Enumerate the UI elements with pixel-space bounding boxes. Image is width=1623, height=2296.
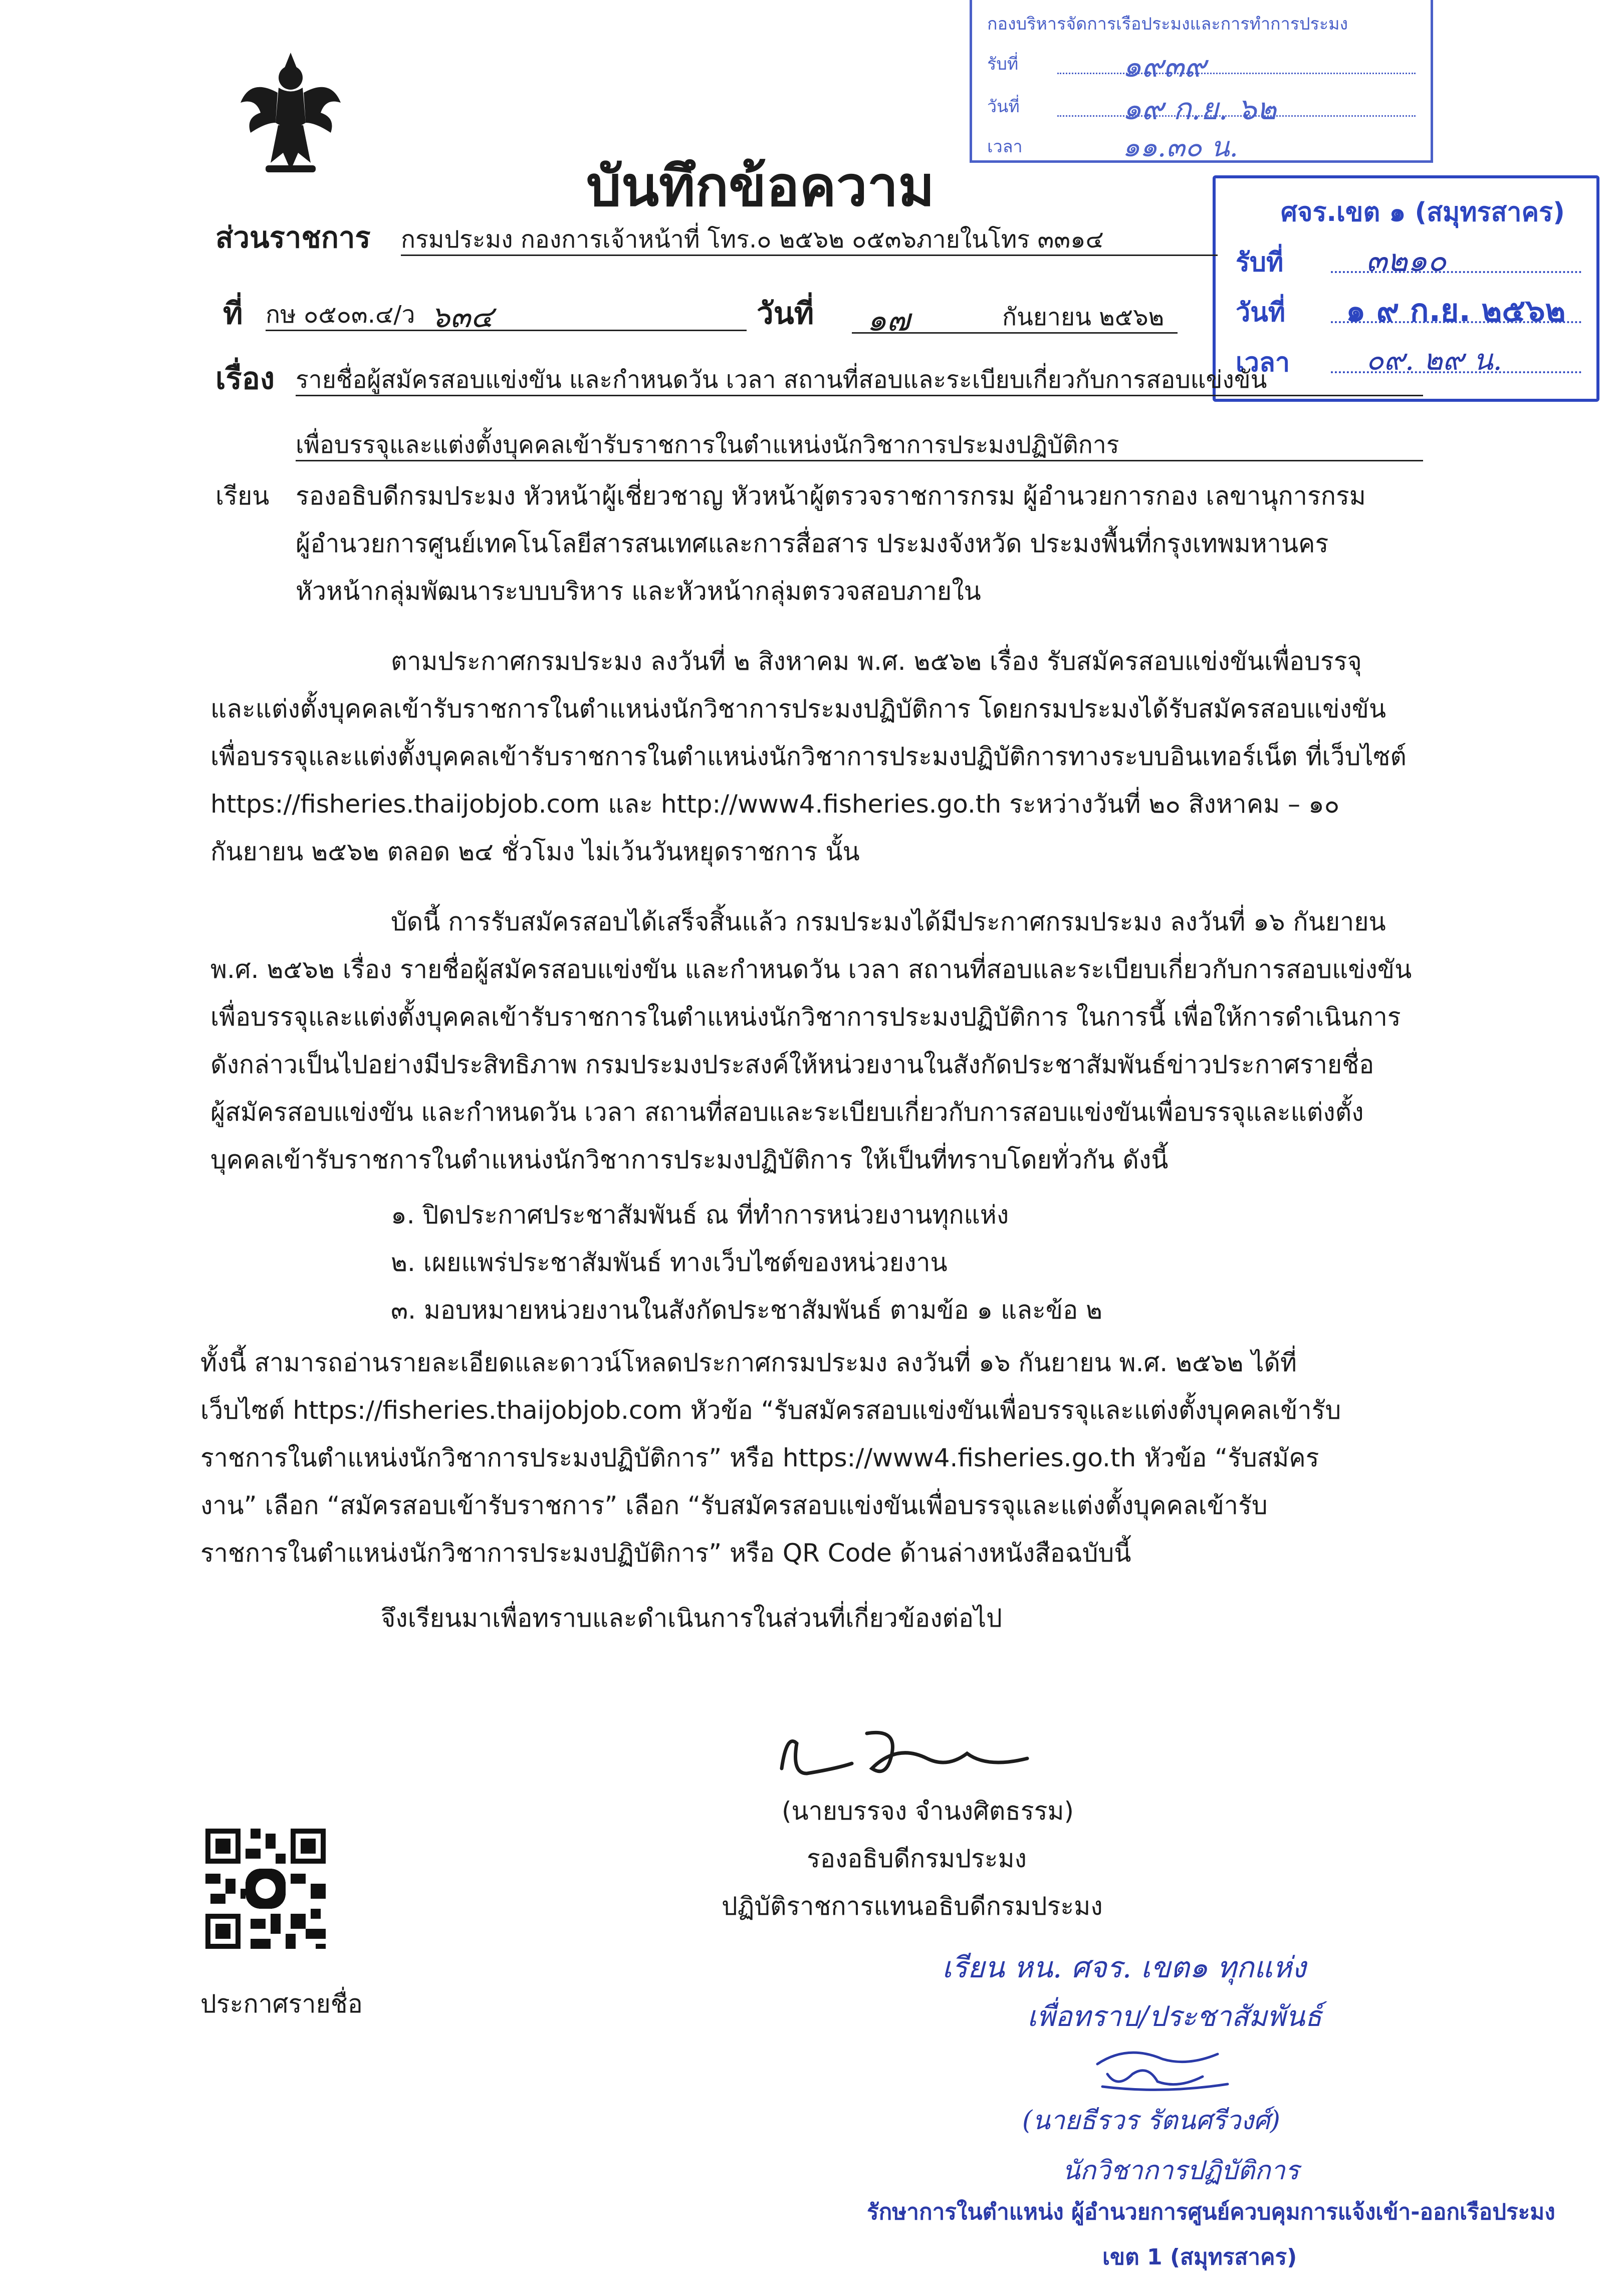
acting-title-line: เขต 1 (สมุทรสาคร)	[1102, 2244, 1297, 2270]
stamp-handwritten-value: ๑๑.๓๐ น.	[1122, 131, 1239, 163]
body-para2-line: ผู้สมัครสอบแข่งขัน และกำหนดวัน เวลา สถานที่สอบและระเบียบเกี่ยวกับการสอบแข่งขันเพื่อบรรจุและแต่งตั้ง	[210, 1098, 1364, 1127]
ref-value: กษ ๐๕๐๓.๔/ว	[266, 301, 747, 331]
annotation-signature	[1087, 2039, 1238, 2094]
stamp-header: กองบริหารจัดการเรือประมงและการทำการประมง	[987, 14, 1348, 34]
annotation-line: เพื่อทราบ/ประชาสัมพันธ์	[1027, 2000, 1322, 2033]
date-label: วันที่	[757, 296, 814, 331]
acting-title-line: รักษาการในตำแหน่ง ผู้อำนวยการศูนย์ควบคุมการแจ้งเข้า-ออกเรือประมง	[867, 2199, 1555, 2225]
stamp-header: ศจร.เขต ๑ (สมุทรสาคร)	[1281, 197, 1565, 227]
body-para3-line: ราชการในตำแหน่งนักวิชาการประมงปฏิบัติการ” หรือ QR Code ด้านล่างหนังสือฉบับนี้	[200, 1539, 1131, 1568]
body-para2-line: เพื่อบรรจุและแต่งตั้งบุคคลเข้ารับราชการในตำแหน่งนักวิชาการประมงปฏิบัติการ ในการนี้ เพื่อให้การดำเนินการ	[210, 1002, 1401, 1032]
signature-mark	[767, 1713, 1047, 1794]
annotation-line: เรียน หน. ศจร. เขต๑ ทุกแห่ง	[942, 1950, 1306, 1984]
qr-code	[200, 1824, 331, 1954]
body-para2-line: ดังกล่าวเป็นไปอย่างมีประสิทธิภาพ กรมประมงประสงค์ให้หน่วยงานในสังกัดประชาสัมพันธ์ข่าวประกาศรายชื่อ	[210, 1050, 1374, 1079]
stamp-label: รับที่	[1236, 247, 1284, 278]
body-para1-line: และแต่งตั้งบุคคลเข้ารับราชการในตำแหน่งนักวิชาการประมงปฏิบัติการ โดยกรมประมงได้รับสมัครสอบแข่งขัน	[210, 694, 1386, 723]
qr-caption: ประกาศรายชื่อ	[200, 1989, 363, 2018]
body-para1-line: เพื่อบรรจุและแต่งตั้งบุคคลเข้ารับราชการในตำแหน่งนักวิชาการประมงปฏิบัติการทางระบบอินเทอร์เน็ต ที่เว็บไซต์	[210, 742, 1407, 771]
stamp-label: เวลา	[987, 137, 1023, 157]
body-para1-line: https://fisheries.thaijobjob.com และ http://www4.fisheries.go.th ระหว่างวันที่ ๒๐ สิงหาคม – ๑๐	[210, 790, 1340, 819]
agency-label: ส่วนราชการ	[215, 220, 371, 254]
ref-label: ที่	[223, 296, 243, 331]
stamp-handwritten-value: ๐๙. ๒๙ น.	[1366, 343, 1502, 377]
subject-label: เรื่อง	[215, 361, 275, 396]
body-para2-line: บัดนี้ การรับสมัครสอบได้เสร็จสิ้นแล้ว กรมประมงได้มีประกาศกรมประมง ลงวันที่ ๑๖ กันยายน	[391, 907, 1386, 936]
signatory-title: รองอธิบดีกรมประมง	[807, 1844, 1027, 1873]
stamp-label: เวลา	[1236, 348, 1290, 378]
action-item: ๒. เผยแพร่ประชาสัมพันธ์ ทางเว็บไซต์ของหน่วยงาน	[391, 1248, 948, 1277]
division-receipt-stamp	[970, 0, 1433, 163]
body-para3-line: ราชการในตำแหน่งนักวิชาการประมงปฏิบัติการ” หรือ https://www4.fisheries.go.th หัวข้อ “รับสมัคร	[200, 1443, 1319, 1472]
body-para1-line: ตามประกาศกรมประมง ลงวันที่ ๒ สิงหาคม พ.ศ. ๒๕๖๒ เรื่อง รับสมัครสอบแข่งขันเพื่อบรรจุ	[391, 647, 1362, 676]
salutation-label: เรียน	[215, 481, 270, 511]
stamp-label: วันที่	[987, 97, 1020, 117]
salutation-line: ผู้อำนวยการศูนย์เทคโนโลยีสารสนเทศและการสื่อสาร ประมงจังหวัด ประมงพื้นที่กรุงเทพมหานคร	[296, 529, 1329, 558]
signatory-title: ปฏิบัติราชการแทนอธิบดีกรมประมง	[722, 1892, 1103, 1921]
subject-line-1: รายชื่อผู้สมัครสอบแข่งขัน และกำหนดวัน เวลา สถานที่สอบและระเบียบเกี่ยวกับการสอบแข่งขัน	[296, 366, 1423, 396]
stamp-handwritten-value: ๑๙ ก.ย. ๖๒	[1122, 92, 1277, 127]
stamp-label: วันที่	[1236, 298, 1286, 328]
annotation-signer-title: นักวิชาการปฏิบัติการ	[1062, 2156, 1299, 2186]
date-rest: กันยายน ๒๕๖๒	[852, 303, 1178, 334]
annotation-signer: (นายธีรวร รัตนศรีวงศ์)	[1022, 2106, 1280, 2136]
subject-line-2: เพื่อบรรจุและแต่งตั้งบุคคลเข้ารับราชการในตำแหน่งนักวิชาการประมงปฏิบัติการ	[296, 431, 1423, 461]
closing-line: จึงเรียนมาเพื่อทราบและดำเนินการในส่วนที่เกี่ยวข้องต่อไป	[381, 1604, 1002, 1633]
body-para1-line: กันยายน ๒๕๖๒ ตลอด ๒๔ ชั่วโมง ไม่เว้นวันหยุดราชการ นั้น	[210, 837, 860, 866]
action-item: ๓. มอบหมายหน่วยงานในสังกัดประชาสัมพันธ์ ตามข้อ ๑ และข้อ ๒	[391, 1296, 1102, 1325]
salutation-line: รองอธิบดีกรมประมง หัวหน้าผู้เชี่ยวชาญ หัวหน้าผู้ตรวจราชการกรม ผู้อำนวยการกอง เลขานุการกรม	[296, 481, 1366, 511]
stamp-handwritten-value: ๓๒๑๐	[1366, 242, 1447, 279]
page-title: บันทึกข้อความ	[586, 154, 935, 218]
body-para2-line: บุคคลเข้ารับราชการในตำแหน่งนักวิชาการประมงปฏิบัติการ ให้เป็นที่ทราบโดยทั่วกัน ดังนี้	[210, 1145, 1169, 1174]
salutation-line: หัวหน้ากลุ่มพัฒนาระบบบริหาร และหัวหน้ากลุ่มตรวจสอบภายใน	[296, 577, 981, 606]
garuda-emblem	[236, 48, 346, 178]
stamp-label: รับที่	[987, 54, 1019, 74]
action-item: ๑. ปิดประกาศประชาสัมพันธ์ ณ ที่ทำการหน่วยงานทุกแห่ง	[391, 1200, 1009, 1229]
stamp-handwritten-value: ๑๙๓๙	[1122, 49, 1206, 84]
body-para2-line: พ.ศ. ๒๕๖๒ เรื่อง รายชื่อผู้สมัครสอบแข่งขัน และกำหนดวัน เวลา สถานที่สอบและระเบียบเกี่ยวกับการสอบแข่งขัน	[210, 955, 1412, 984]
body-para3-line: ทั้งนี้ สามารถอ่านรายละเอียดและดาวน์โหลดประกาศกรมประมง ลงวันที่ ๑๖ กันยายน พ.ศ. ๒๕๖๒ ได้ที่	[200, 1348, 1297, 1377]
body-para3-line: เว็บไซต์ https://fisheries.thaijobjob.com หัวข้อ “รับสมัครสอบแข่งขันเพื่อบรรจุและแต่งตั้งบุคคลเข้ารับ	[200, 1396, 1341, 1425]
stamp-date-value: ๑ ๙ ก.ย. ๒๕๖๒	[1346, 292, 1566, 329]
signatory-name: (นายบรรจง จำนงศิตธรรม)	[782, 1797, 1074, 1826]
body-para3-line: งาน” เลือก “สมัครสอบเข้ารับราชการ” เลือก “รับสมัครสอบแข่งขันเพื่อบรรจุและแต่งตั้งบุคคลเข้ารับ	[200, 1491, 1268, 1520]
date-handwritten-day: ๑๗	[867, 302, 910, 338]
agency-value: กรมประมง กองการเจ้าหน้าที่ โทร.๐ ๒๕๖๒ ๐๕๓๖ภายในโทร ๓๓๑๔	[401, 225, 1218, 256]
ref-handwritten-number: ๖๓๔	[431, 300, 494, 335]
